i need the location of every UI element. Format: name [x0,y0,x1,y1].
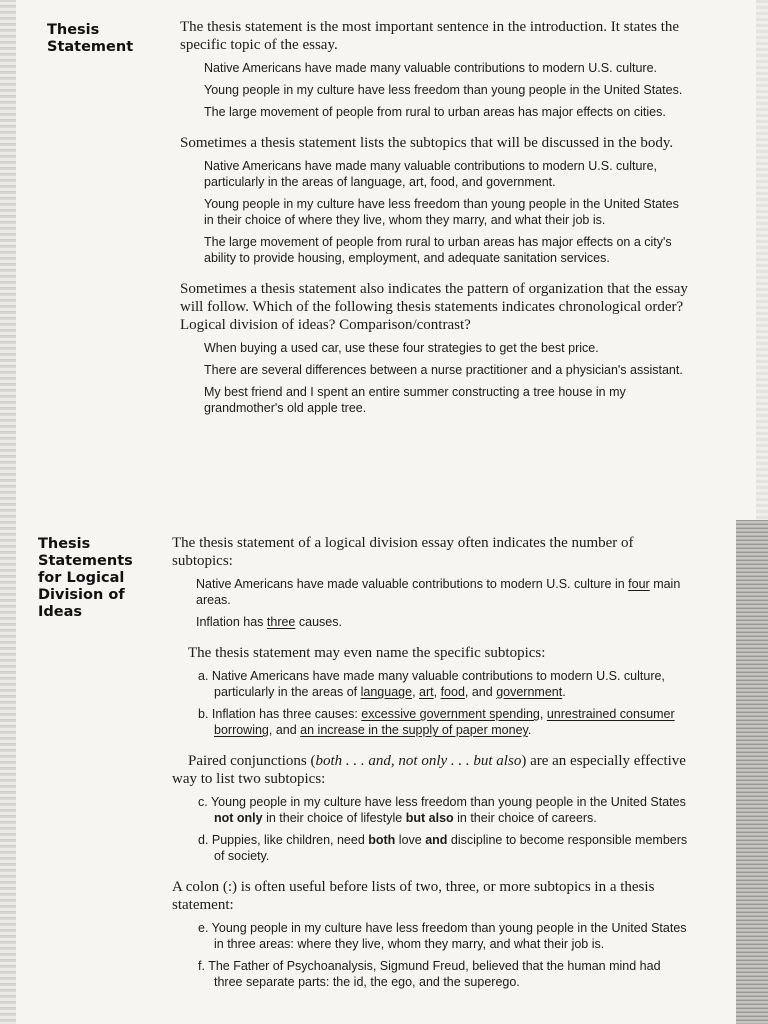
section-thesis-statement [0,16,740,496]
section-body [180,18,692,422]
intro-paragraph: The thesis statement of a logical division essay often indicates the number of subtopics: [172,535,634,569]
example-sentence: There are several differences between a nurse practitioner and a physician's assistant. [204,363,683,377]
example-sentence: Native Americans have made valuable contributions to modern U.S. culture in four main areas. [196,577,681,607]
example-sentence: Native Americans have made many valuable contributions to modern U.S. culture. [204,61,658,75]
example-b: b. Inflation has three causes: excessive government spending, unrestrained consumer borrowing, and an increase in the supply of paper money. [198,707,675,737]
section-body [172,534,688,996]
example-f: f. The Father of Psychoanalysis, Sigmund Freud, believed that the human mind had three separate parts: the id, the ego, and the superego. [198,959,661,989]
example-d: d. Puppies, like children, need both love and discipline to become responsible members of society. [198,833,688,863]
section-heading: Thesis Statement [47,22,134,55]
example-a: a. Native Americans have made many valuable contributions to modern U.S. culture, particularly in the areas of language, art, food, and government. [198,669,665,699]
scan-edge-right-bottom [736,520,768,1024]
name-subtopics-paragraph: The thesis statement may even name the specific subtopics: [188,645,546,661]
pattern-paragraph: Sometimes a thesis statement also indicates the pattern of organization that the essay will follow. Which of the following thesis statements indicates chronological order? Logical division of ideas? Comparison/contrast? [180,281,688,333]
example-e: e. Young people in my culture have less freedom than young people in the United States in three areas: where they live, whom they marry, and what their job is. [198,921,687,951]
subtopics-paragraph: Sometimes a thesis statement lists the subtopics that will be discussed in the body. [180,135,674,151]
colon-paragraph: A colon (:) is often useful before lists of two, three, or more subtopics in a thesis statement: [172,879,655,913]
example-sentence: Young people in my culture have less freedom than young people in the United States in their choice of where they live, whom they marry, and what their job is. [204,197,679,227]
example-sentence: The large movement of people from rural to urban areas has major effects on cities. [204,105,666,119]
example-sentence: Inflation has three causes. [196,615,342,629]
example-sentence: Young people in my culture have less freedom than young people in the United States. [204,83,683,97]
example-sentence: Native Americans have made many valuable contributions to modern U.S. culture, particularly in the areas of language, art, food, and government. [204,159,658,189]
example-sentence: The large movement of people from rural to urban areas has major effects on a city's ability to provide housing, employment, and adequate sanitation services. [204,235,672,265]
example-sentence: When buying a used car, use these four strategies to get the best price. [204,341,599,355]
scan-edge-right-top [756,0,768,520]
section-heading: Thesis Statements for Logical Division of Ideas [38,536,133,620]
section-logical-division [0,530,740,1024]
intro-paragraph: The thesis statement is the most important sentence in the introduction. It states the specific topic of the essay. [180,19,680,53]
paired-conjunctions-paragraph: Paired conjunctions (both . . . and, not only . . . but also) are an especially effective way to list two subtopics: [172,753,686,787]
example-c: c. Young people in my culture have less freedom than young people in the United States not only in their choice of lifestyle but also in their choice of careers. [198,795,686,825]
example-sentence: My best friend and I spent an entire summer constructing a tree house in my grandmother's old apple tree. [204,385,626,415]
